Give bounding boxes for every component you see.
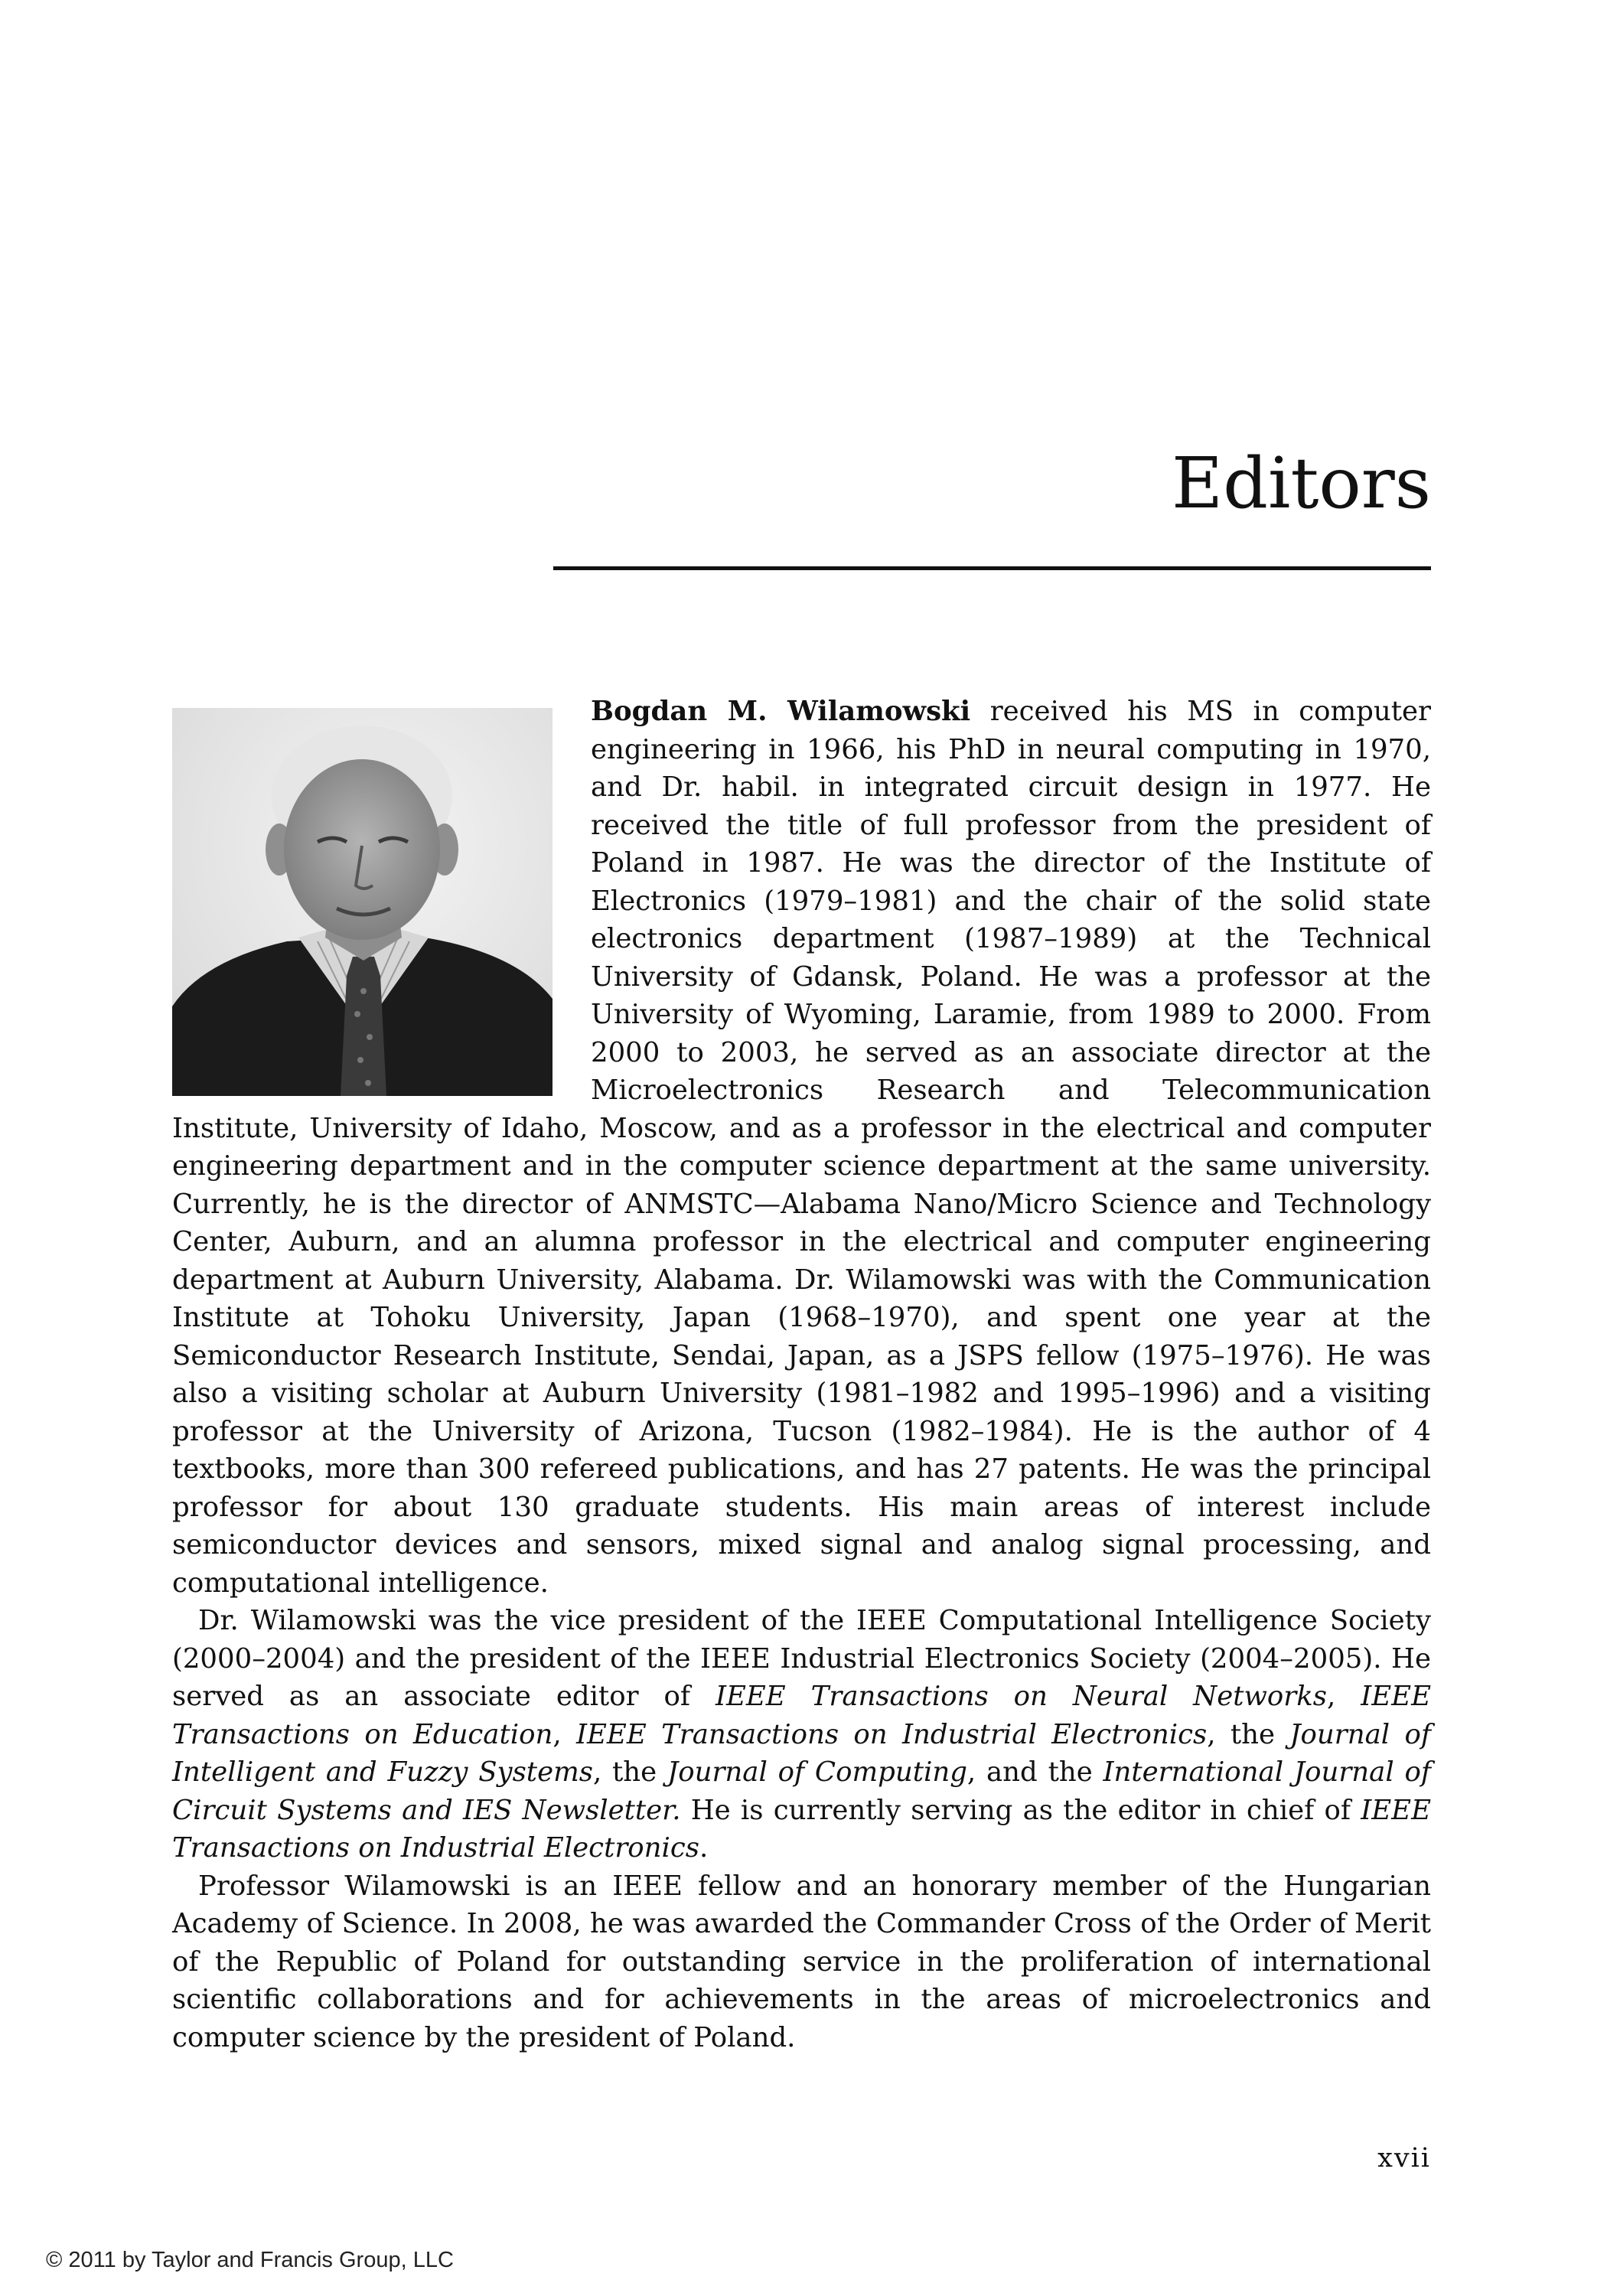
journal-title: Journal of Computing: [667, 1756, 967, 1788]
journal-title: IEEE Transactions on Education: [172, 1681, 1431, 1750]
copyright-notice: © 2011 by Taylor and Francis Group, LLC: [46, 2248, 454, 2272]
journal-title: Journal of Intelligent and Fuzzy Systems: [172, 1718, 1431, 1788]
bio-paragraph-2: Dr. Wilamowski was the vice president of the IEEE Computational Intelligence Society (2000–2004) and the president of the IEEE Industrial Electronics Society (2004–2005). He served as an associate editor of IEEE Transactions on Neural Networks, IEEE Transactions on Education, IEEE Transactions on Industrial Electronics, the Journal of Intelligent and Fuzzy Systems, the Journal of Computing, and the International Journal of Circuit Systems and IES Newsletter. He is currently serving as the editor in chief of IEEE Transactions on Industrial Electronics.: [172, 1605, 1431, 1864]
editor-name: Bogdan M. Wilamowski: [591, 696, 971, 727]
page-number: xvii: [1377, 2143, 1431, 2174]
bio-paragraph-3: Professor Wilamowski is an IEEE fellow and an honorary member of the Hungarian Academy of Science. In 2008, he was awarded the Commander Cross of the Order of Merit of the Republic of Poland for outstanding service in the proliferation of international scientific collaborations and for achievements in the areas of microelectronics and computer science by the president of Poland.: [172, 1870, 1431, 2053]
title-rule: [553, 566, 1431, 570]
journal-title: IEEE Transactions on Neural Networks: [715, 1681, 1327, 1712]
journal-title: IEEE Transactions on Industrial Electronics: [575, 1718, 1208, 1750]
journal-title: International Journal of Circuit Systems and IES Newsletter.: [172, 1756, 1431, 1826]
portrait-photo: [172, 708, 553, 1096]
journal-title: IEEE Transactions on Industrial Electronics: [172, 1794, 1431, 1864]
editor-portrait: [172, 708, 553, 1096]
bio-paragraph-1: Bogdan M. Wilamowski received his MS in computer engineering in 1966, his PhD in neural computing in 1970, and Dr. habil. in integrated circuit design in 1977. He received the title of full professor from the president of Poland in 1987. He was the director of the Institute of Electronics (1979–1981) and the chair of the solid state electronics department (1987–1989) at the Technical University of Gdansk, Poland. He was a professor at the University of Wyoming, Laramie, from 1989 to 2000. From 2000 to 2003, he served as an associate director at the Microelectronics Research and Telecommunication Institute, University of Idaho, Moscow, and as a professor in the electrical and computer engineering department and in the computer science department at the same university. Currently, he is the director of ANMSTC—Alabama Nano/Micro Science and Technology Center, Auburn, and an alumna professor in the electrical and computer engineering department at Auburn University, Alabama. Dr. Wilamowski was with the Communication Institute at Tohoku University, Japan (1968–1970), and spent one year at the Semiconductor Research Institute, Sendai, Japan, as a JSPS fellow (1975–1976). He was also a visiting scholar at Auburn University (1981–1982 and 1995–1996) and a visiting professor at the University of Arizona, Tucson (1982–1984). He is the author of 4 textbooks, more than 300 refereed publications, and has 27 patents. He was the principal professor for about 130 graduate students. His main areas of interest include semiconductor devices and sensors, mixed signal and analog signal processing, and computational intelligence.: [172, 696, 1431, 1599]
editor-bio: [172, 693, 1431, 2056]
page-title: Editors: [1171, 442, 1431, 524]
